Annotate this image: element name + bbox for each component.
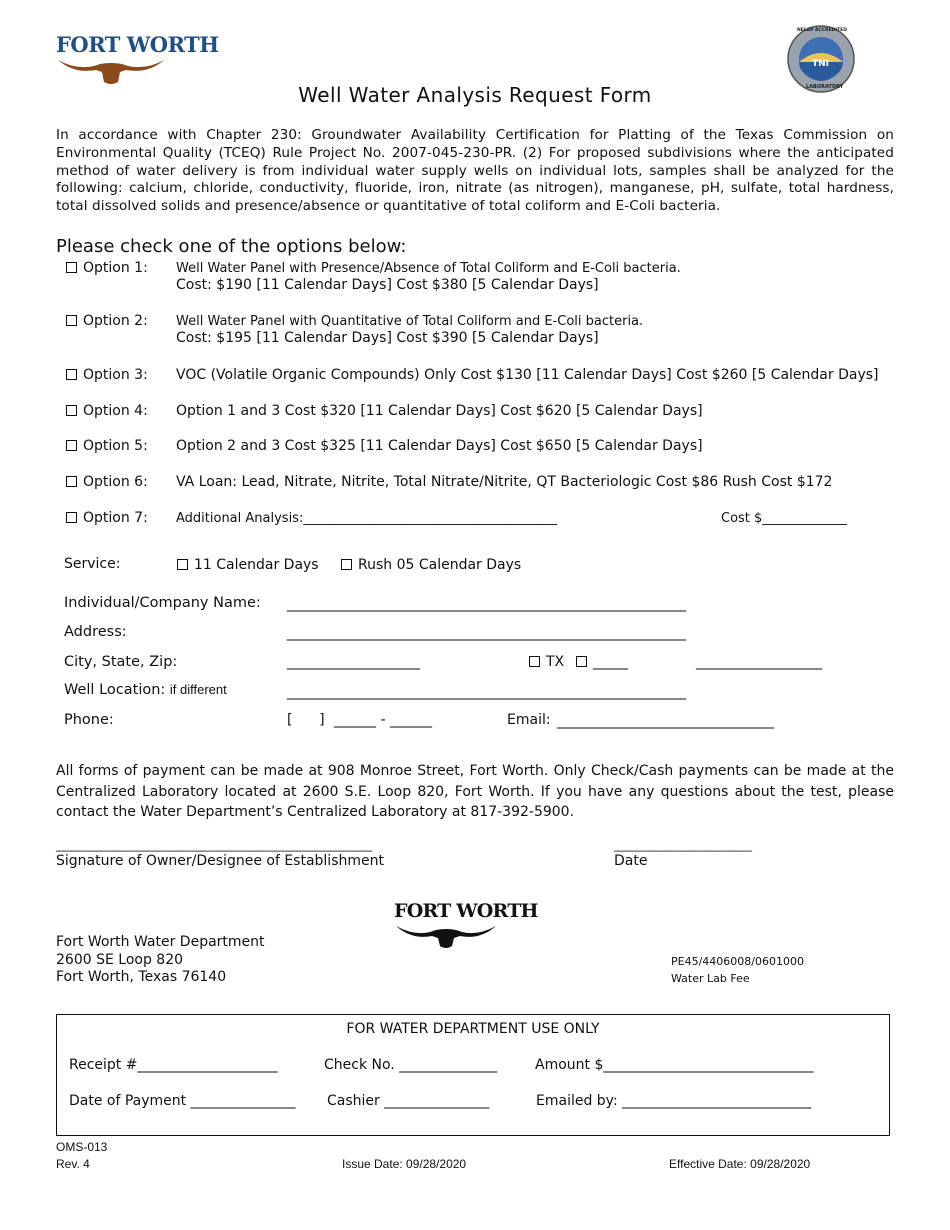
tx-checkbox[interactable] — [529, 656, 540, 667]
option-6-text: VA Loan: Lead, Nitrate, Nitrite, Total Nitrate/Nitrite, QT Bacteriologic Cost $86 Rush Cost $172 — [176, 474, 833, 490]
option-2-cost: Cost: $195 [11 Calendar Days] Cost $390 [5 Calendar Days] — [176, 330, 599, 346]
amount-field[interactable]: Amount $______________________________ — [535, 1057, 814, 1073]
form-number: OMS-013 — [56, 1140, 108, 1154]
revision: Rev. 4 — [56, 1157, 90, 1171]
longhorn-icon — [56, 56, 166, 86]
receipt-field[interactable]: Receipt #____________________ — [69, 1057, 278, 1073]
other-state-option[interactable] — [576, 654, 628, 670]
phone-label: Phone: — [64, 712, 114, 728]
service-rush-checkbox[interactable] — [341, 559, 352, 570]
intro-paragraph: In accordance with Chapter 230: Groundwater Availability Certification for Platting of the Texas Commission on Environmental Quality (TCEQ) Rule Project No. 2007-045-230-PR. (2) For proposed subdivisions where the anticipated method of water delivery is from individual water supply wells on individual lots, samples shall be analyzed for the following: calcium, chloride, conductivity, fluoride, iron, nitrate (as nitrogen), manganese, pH, sulfate, total hardness, total dissolved solids and presence/absence or quantitative of total coliform and E-Coli bacteria. — [56, 127, 894, 215]
phone-number-field[interactable]: ______ - ______ — [334, 712, 432, 728]
option-3[interactable] — [66, 367, 148, 383]
footer-logo-text: FORT WORTH — [394, 900, 538, 922]
option-1[interactable] — [66, 260, 148, 276]
option-2-text: Well Water Panel with Quantitative of Total Coliform and E-Coli bacteria. — [176, 314, 644, 329]
service-11-days[interactable] — [177, 557, 319, 573]
options-heading: Please check one of the options below: — [56, 236, 407, 257]
effective-date: Effective Date: 09/28/2020 — [669, 1157, 811, 1171]
name-field[interactable]: _________________________________________________________ — [287, 596, 686, 612]
additional-analysis-field[interactable]: Additional Analysis:_______________________________________ — [176, 511, 557, 526]
address-line-1: Fort Worth Water Department — [56, 934, 265, 950]
badge-center-text: TNI — [812, 59, 830, 69]
option-5-checkbox[interactable] — [66, 440, 77, 451]
account-desc: Water Lab Fee — [671, 972, 750, 985]
address-field[interactable]: _________________________________________________________ — [287, 625, 686, 641]
option-5-label: Option 5: — [83, 438, 148, 454]
option-2-label: Option 2: — [83, 313, 148, 329]
option-3-label: Option 3: — [83, 367, 148, 383]
logo-text: FORT WORTH — [56, 32, 219, 57]
date-label: Date — [614, 853, 648, 869]
emailed-by-field[interactable]: Emailed by: ___________________________ — [536, 1093, 812, 1109]
footer-longhorn-icon — [394, 922, 498, 950]
tx-option[interactable] — [529, 654, 564, 670]
option-7-label: Option 7: — [83, 510, 148, 526]
well-location-subtext: if different — [169, 682, 227, 697]
option-4-checkbox[interactable] — [66, 405, 77, 416]
name-label: Individual/Company Name: — [64, 595, 261, 611]
check-no-field[interactable]: Check No. ______________ — [324, 1057, 498, 1073]
option-2[interactable] — [66, 313, 148, 329]
option-1-cost: Cost: $190 [11 Calendar Days] Cost $380 [5 Calendar Days] — [176, 277, 599, 293]
signature-label: Signature of Owner/Designee of Establishment — [56, 853, 384, 869]
office-use-title: FOR WATER DEPARTMENT USE ONLY — [346, 1021, 600, 1037]
payment-info: All forms of payment can be made at 908 Monroe Street, Fort Worth. Only Check/Cash payments can be made at the Centralized Laboratory located at 2600 S.E. Loop 820, Fort Worth. If you have any questions about the test, please contact the Water Department’s Centralized Laboratory at 817-392-5900. — [56, 763, 894, 820]
city-label: City, State, Zip: — [64, 654, 178, 670]
phone-area-field[interactable]: [ ] — [287, 712, 325, 728]
well-location-label — [64, 682, 227, 698]
badge-top-text: NELAP ACCREDITED — [797, 28, 847, 33]
option-4-text: Option 1 and 3 Cost $320 [11 Calendar Days] Cost $620 [5 Calendar Days] — [176, 403, 703, 419]
option-4-label: Option 4: — [83, 403, 148, 419]
service-rush[interactable] — [341, 557, 521, 573]
other-state-checkbox[interactable] — [576, 656, 587, 667]
option-2-checkbox[interactable] — [66, 315, 77, 326]
option-1-checkbox[interactable] — [66, 262, 77, 273]
city-field[interactable]: ___________________ — [287, 654, 420, 670]
email-field[interactable]: _______________________________ — [557, 713, 774, 729]
option-6-label: Option 6: — [83, 474, 148, 490]
option-5-text: Option 2 and 3 Cost $325 [11 Calendar Days] Cost $650 [5 Calendar Days] — [176, 438, 703, 454]
option-5[interactable] — [66, 438, 148, 454]
footer-logo — [394, 900, 538, 950]
option-6[interactable] — [66, 474, 148, 490]
page-title: Well Water Analysis Request Form — [298, 83, 652, 107]
email-label: Email: — [507, 712, 551, 728]
service-11-days-checkbox[interactable] — [177, 559, 188, 570]
account-code: PE45/4406008/0601000 — [671, 955, 804, 968]
badge-bottom-text: LABORATORY — [806, 84, 844, 90]
issue-date: Issue Date: 09/28/2020 — [342, 1157, 467, 1171]
service-rush-label: Rush 05 Calendar Days — [358, 557, 522, 573]
service-11-days-label: 11 Calendar Days — [194, 557, 319, 573]
service-label: Service: — [64, 556, 121, 572]
option-3-checkbox[interactable] — [66, 369, 77, 380]
payment-date-field[interactable]: Date of Payment _______________ — [69, 1093, 296, 1109]
zip-field[interactable]: __________________ — [696, 654, 822, 670]
other-state-field[interactable]: _____ — [593, 654, 628, 670]
address-line-3: Fort Worth, Texas 76140 — [56, 969, 227, 985]
cashier-field[interactable]: Cashier _______________ — [327, 1093, 490, 1109]
address-label: Address: — [64, 624, 127, 640]
option-7[interactable] — [66, 510, 148, 526]
additional-cost-field[interactable]: Cost $_____________ — [721, 511, 847, 526]
tx-label: TX — [546, 654, 565, 670]
well-location-text: Well Location: — [64, 682, 166, 698]
option-3-text: VOC (Volatile Organic Compounds) Only Cost $130 [11 Calendar Days] Cost $260 [5 Calendar Days] — [176, 367, 879, 383]
date-field[interactable]: ________________________ — [614, 838, 752, 852]
office-use-box — [56, 1014, 890, 1136]
fort-worth-logo — [56, 32, 219, 88]
well-location-field[interactable]: _________________________________________________________ — [287, 684, 686, 700]
option-7-checkbox[interactable] — [66, 512, 77, 523]
option-4[interactable] — [66, 403, 148, 419]
option-6-checkbox[interactable] — [66, 476, 77, 487]
signature-field[interactable]: _______________________________________________________ — [56, 838, 373, 852]
option-1-text: Well Water Panel with Presence/Absence of Total Coliform and E-Coli bacteria. — [176, 261, 681, 276]
address-line-2: 2600 SE Loop 820 — [56, 952, 184, 968]
option-1-label: Option 1: — [83, 260, 148, 276]
